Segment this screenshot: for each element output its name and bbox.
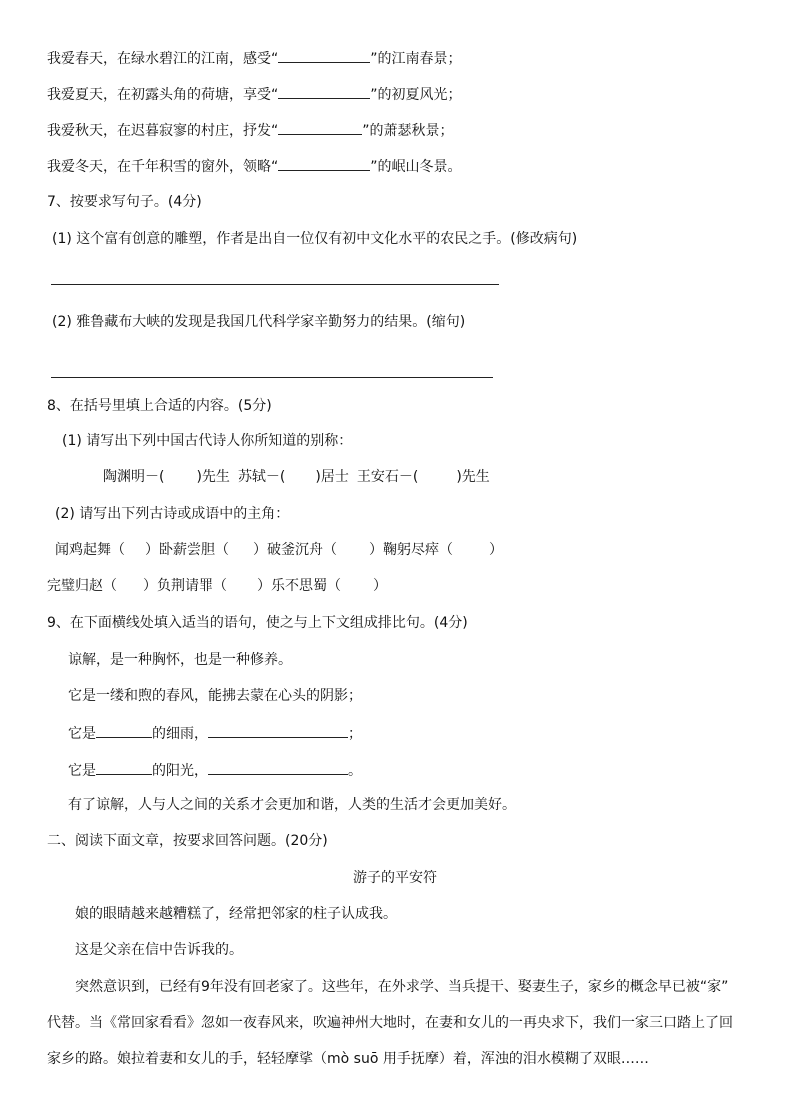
question-9-line-5: 有了谅解，人与人之间的关系才会更加和谐，人类的生活才会更加美好。 bbox=[68, 797, 516, 813]
question-9-line-3: 它是 的细雨， ； bbox=[68, 722, 362, 744]
season-line-summer: 我爱夏天，在初露头角的荷塘，享受“ ”的初夏风光； bbox=[47, 83, 462, 105]
section-2-title: 二、阅读下面文章，按要求回答问题。(20分) bbox=[47, 833, 328, 849]
idiom-item: 负荆请罪（ ） bbox=[157, 578, 271, 594]
idiom-item: 鞠躬尽瘁（ ） bbox=[383, 542, 503, 558]
question-9-line-4: 它是 的阳光， 。 bbox=[68, 759, 362, 781]
answer-blank[interactable] bbox=[208, 722, 348, 738]
poet-wang-anshi: 王安石－( )先生 bbox=[356, 469, 490, 485]
article-title: 游子的平安符 bbox=[353, 870, 437, 886]
season-line-spring: 我爱春天，在绿水碧江的江南，感受“ ”的江南春景； bbox=[47, 47, 462, 69]
idiom-item: 闻鸡起舞（ ） bbox=[55, 542, 159, 558]
answer-blank[interactable] bbox=[96, 759, 152, 775]
idiom-row-1 bbox=[55, 540, 503, 560]
answer-line[interactable] bbox=[51, 377, 493, 378]
answer-blank[interactable] bbox=[278, 47, 370, 63]
season-line-winter: 我爱冬天，在千年积雪的窗外，领略“ ”的岷山冬景。 bbox=[47, 155, 462, 177]
article-paragraph-3-line-2: 代替。当《常回家看看》忽如一夜春风来，吹遍神州大地时，在妻和女儿的一再央求下，我们一家三口踏上了回 bbox=[47, 1015, 733, 1031]
question-8-title: 8、在括号里填上合适的内容。(5分) bbox=[47, 398, 272, 414]
poet-tao-yuanming: 陶渊明－( )先生 bbox=[103, 469, 230, 485]
idiom-item: 乐不思蜀（ ） bbox=[271, 578, 387, 594]
answer-blank[interactable] bbox=[208, 759, 348, 775]
question-9-line-2: 它是一缕和煦的春风，能拂去蒙在心头的阴影； bbox=[68, 688, 362, 704]
question-7-title: 7、按要求写句子。(4分) bbox=[47, 194, 202, 210]
idiom-row-2 bbox=[47, 576, 387, 596]
question-9-line-1: 谅解，是一种胸怀，也是一种修养。 bbox=[68, 652, 292, 668]
question-9-title: 9、在下面横线处填入适当的语句，使之与上下文组成排比句。(4分) bbox=[47, 615, 468, 631]
idiom-item: 完璧归赵（ ） bbox=[47, 578, 157, 594]
article-paragraph-3-line-3: 家乡的路。娘拉着妻和女儿的手，轻轻摩挲（mò suō 用手抚摩）着，浑浊的泪水模糊了双眼…… bbox=[47, 1051, 649, 1067]
article-paragraph-3-line-1: 突然意识到，已经有9年没有回老家了。这些年，在外求学、当兵提干、娶妻生子，家乡的概念早已被“家” bbox=[75, 979, 729, 995]
answer-blank[interactable] bbox=[278, 83, 370, 99]
question-7-sentence-2: (2) 雅鲁藏布大峡的发现是我国几代科学家辛勤努力的结果。(缩句) bbox=[52, 314, 466, 330]
question-8-part-1: (1) 请写出下列中国古代诗人你所知道的别称： bbox=[62, 433, 353, 449]
idiom-item: 卧薪尝胆（ ） bbox=[159, 542, 267, 558]
answer-blank[interactable] bbox=[96, 722, 152, 738]
question-8-part-2: (2) 请写出下列古诗或成语中的主角： bbox=[55, 506, 290, 522]
poet-su-shi: 苏轼－( )居士 bbox=[237, 469, 349, 485]
answer-line[interactable] bbox=[51, 284, 499, 285]
season-line-autumn: 我爱秋天，在迟暮寂寥的村庄，抒发“ ”的萧瑟秋景； bbox=[47, 119, 454, 141]
idiom-item: 破釜沉舟（ ） bbox=[267, 542, 383, 558]
question-7-sentence-1: (1) 这个富有创意的雕塑，作者是出自一位仅有初中文化水平的农民之手。(修改病句) bbox=[52, 231, 578, 247]
article-paragraph-1: 娘的眼睛越来越糟糕了，经常把邻家的柱子认成我。 bbox=[75, 906, 397, 922]
answer-blank[interactable] bbox=[278, 119, 362, 135]
answer-blank[interactable] bbox=[278, 155, 370, 171]
article-paragraph-2: 这是父亲在信中告诉我的。 bbox=[75, 942, 243, 958]
poet-aliases-row bbox=[103, 467, 490, 487]
